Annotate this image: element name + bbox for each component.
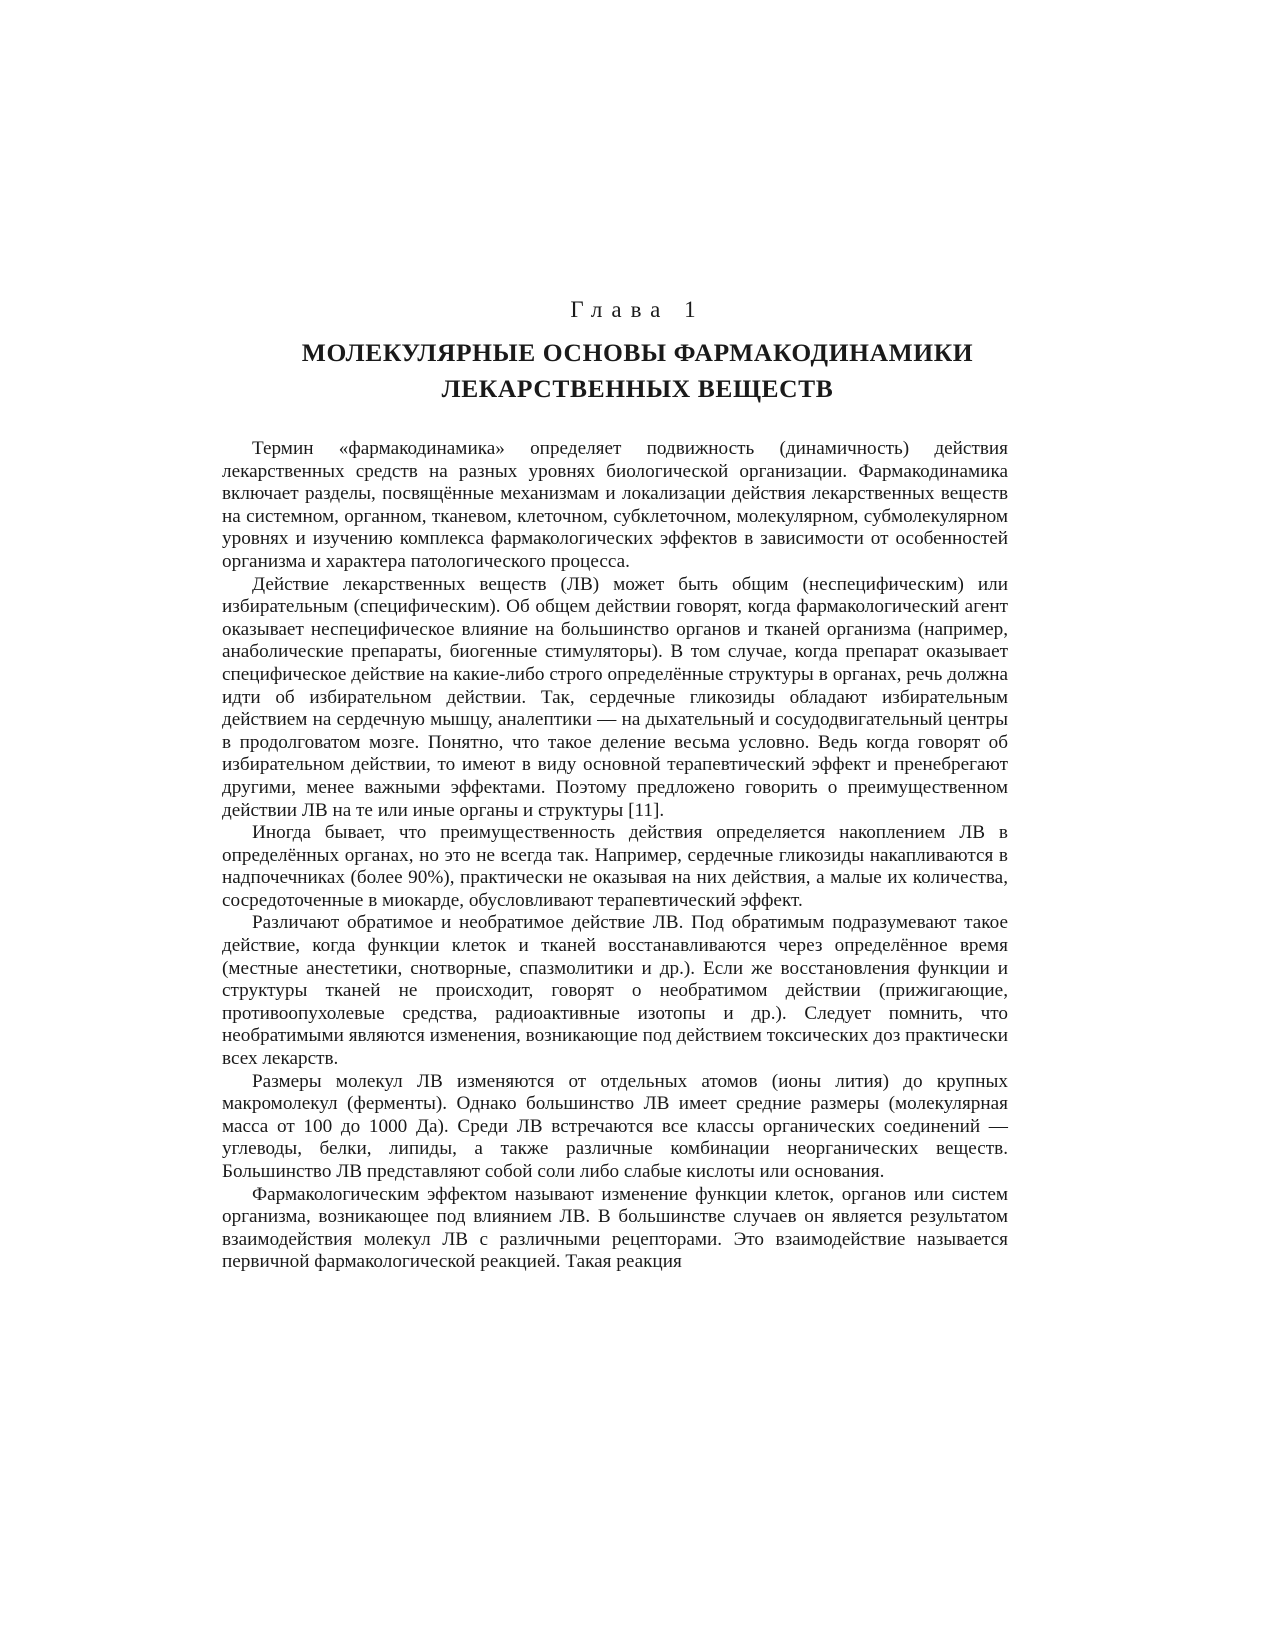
paragraph-5: Размеры молекул ЛВ изменяются от отдельных атомов (ионы лития) до крупных макромолекул (ферменты). Однако большинство ЛВ имеет средние размеры (молекулярная масса от 100 до 1000 Да). Среди ЛВ встречаются все классы органических соединений — углеводы, белки, липиды, а также различные комбинации неорганических веществ. Большинство ЛВ представляют собой соли либо слабые кислоты или основания. bbox=[222, 1070, 1008, 1182]
chapter-title-line-2: ЛЕКАРСТВЕННЫХ ВЕЩЕСТВ bbox=[441, 374, 834, 403]
body-text bbox=[222, 438, 1008, 1274]
paragraph-2: Действие лекарственных веществ (ЛВ) может быть общим (неспецифическим) или избирательным (специфическим). Об общем действии говорят, когда фармакологический агент оказывает неспецифическое влияние на большинство органов и тканей организма (например, анаболические препараты, биогенные стимуляторы). В том случае, когда препарат оказывает специфическое действие на какие-либо строго определённые структуры в органах, речь должна идти об избирательном действии. Так, сердечные гликозиды обладают избирательным действием на сердечную мышцу, аналептики — на дыхательный и сосудодвигательный центры в продолговатом мозге. Понятно, что такое деление весьма условно. Ведь когда говорят об избирательном действии, то имеют в виду основной терапевтический эффект и пренебрегают другими, менее важными эффектами. Поэтому предложено говорить о преимущественном действии ЛВ на те или иные органы и структуры [11]. bbox=[222, 573, 1008, 821]
paragraph-1: Термин «фармакодинамика» определяет подвижность (динамичность) действия лекарственных средств на разных уровнях биологической организации. Фармакодинамика включает разделы, посвящённые механизмам и локализации действия лекарственных веществ на системном, органном, тканевом, клеточном, субклеточном, молекулярном, субмолекулярном уровнях и изучению комплекса фармакологических эффектов в зависимости от особенностей организма и характера патологического процесса. bbox=[222, 438, 1008, 572]
chapter-label: Глава 1 bbox=[570, 297, 705, 322]
paragraph-4: Различают обратимое и необратимое действие ЛВ. Под обратимым подразумевают такое действие, когда функции клеток и тканей восстанавливаются через определённое время (местные анестетики, снотворные, спазмолитики и др.). Если же восстановления функции и структуры тканей не происходит, говорят о необратимом действии (прижигающие, противоопухолевые средства, радиоактивные изотопы и др.). Следует помнить, что необратимыми являются изменения, возникающие под действием токсических доз практически всех лекарств. bbox=[222, 912, 1008, 1070]
paragraph-3: Иногда бывает, что преимущественность действия определяется накоплением ЛВ в определённых органах, но это не всегда так. Например, сердечные гликозиды накапливаются в надпочечниках (более 90%), практически не оказывая на них действия, а малые их количества, сосредоточенные в миокарде, обусловливают терапевтический эффект. bbox=[222, 822, 1008, 911]
chapter-title-line-1: МОЛЕКУЛЯРНЫЕ ОСНОВЫ ФАРМАКОДИНАМИКИ bbox=[301, 338, 974, 367]
paragraph-6: Фармакологическим эффектом называют изменение функции клеток, органов или систем организма, возникающее под влиянием ЛВ. В большинстве случаев он является результатом взаимодействия молекул ЛВ с различными рецепторами. Это взаимодействие называется первичной фармакологической реакцией. Такая реакция bbox=[222, 1183, 1008, 1273]
chapter-title bbox=[0, 335, 1275, 407]
